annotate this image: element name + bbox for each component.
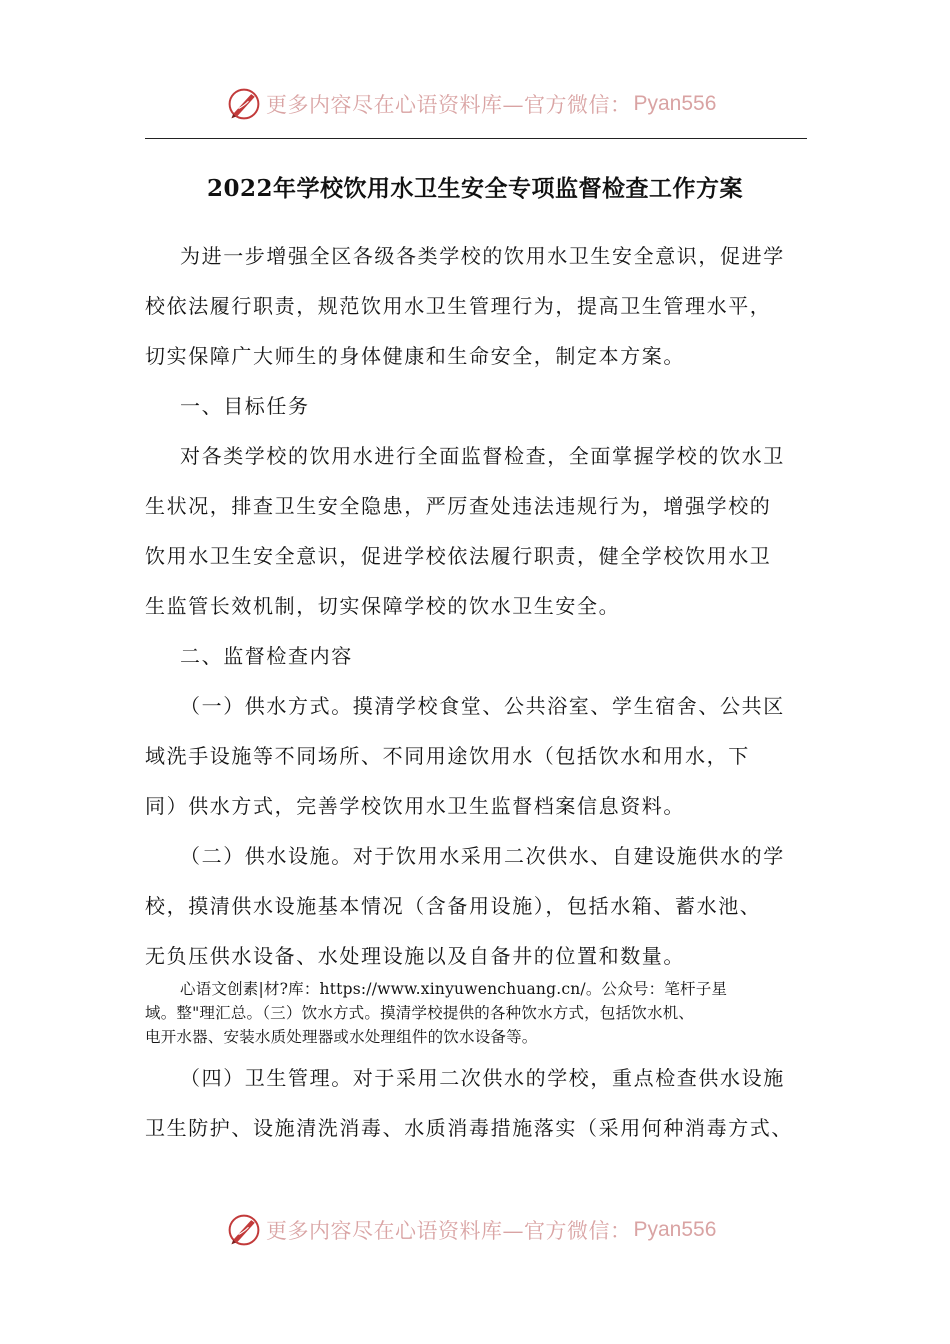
footer-watermark bbox=[0, 1208, 950, 1252]
text-line: 卫生防护、设施清洗消毒、水质消毒措施落实（采用何种消毒方式、 bbox=[145, 1116, 793, 1140]
pen-logo-icon bbox=[226, 86, 262, 122]
text-line: （四）卫生管理。对于采用二次供水的学校，重点检查供水设施 bbox=[180, 1066, 785, 1090]
header-divider bbox=[145, 138, 807, 139]
section-heading: 一、目标任务 bbox=[180, 394, 310, 418]
text-line: 切实保障广大师生的身体健康和生命安全，制定本方案。 bbox=[145, 344, 685, 368]
text-line: 饮用水卫生安全意识，促进学校依法履行职责，健全学校饮用水卫 bbox=[145, 544, 772, 568]
small-text-line: 域。整"理汇总。（三）饮水方式。摸清学校提供的各种饮水方式，包括饮水机、 bbox=[145, 1004, 695, 1022]
text-line: （一）供水方式。摸清学校食堂、公共浴室、学生宿舍、公共区 bbox=[180, 694, 785, 718]
text-line: 域洗手设施等不同场所、不同用途饮用水（包括饮水和用水，下 bbox=[145, 744, 750, 768]
watermark-text: 更多内容尽在心语资料库—官方微信： bbox=[266, 93, 632, 117]
text-line: 同）供水方式，完善学校饮用水卫生监督档案信息资料。 bbox=[145, 794, 685, 818]
text-line: 为进一步增强全区各级各类学校的饮用水卫生安全意识，促进学 bbox=[180, 244, 785, 268]
text-line: 无负压供水设备、水处理设施以及自备井的位置和数量。 bbox=[145, 944, 685, 968]
section-heading: 二、监督检查内容 bbox=[180, 644, 353, 668]
text-line: 对各类学校的饮用水进行全面监督检查，全面掌握学校的饮水卫 bbox=[180, 444, 785, 468]
watermark-text: 更多内容尽在心语资料库—官方微信： bbox=[266, 1219, 632, 1243]
watermark-contact: Pyan556 bbox=[633, 1218, 717, 1241]
text-line: 生监管长效机制，切实保障学校的饮水卫生安全。 bbox=[145, 594, 621, 618]
text-line: 校依法履行职责，规范饮用水卫生管理行为，提高卫生管理水平， bbox=[145, 294, 772, 318]
text-line: 校，摸清供水设施基本情况（含备用设施），包括水箱、蓄水池、 bbox=[145, 894, 762, 918]
header-watermark bbox=[0, 82, 950, 126]
watermark-contact: Pyan556 bbox=[633, 92, 717, 115]
text-line: （二）供水设施。对于饮用水采用二次供水、自建设施供水的学 bbox=[180, 844, 785, 868]
document-title: 2022年学校饮用水卫生安全专项监督检查工作方案 bbox=[206, 175, 743, 202]
pen-logo-icon bbox=[226, 1212, 262, 1248]
small-text-line: 电开水器、安装水质处理器或水处理组件的饮水设备等。 bbox=[145, 1028, 538, 1046]
small-text-line: 心语文创素|材?库：https://www.xinyuwenchuang.cn/。公众号：笔杆子星 bbox=[180, 980, 728, 998]
text-line: 生状况，排查卫生安全隐患，严厉查处违法违规行为，增强学校的 bbox=[145, 494, 772, 518]
